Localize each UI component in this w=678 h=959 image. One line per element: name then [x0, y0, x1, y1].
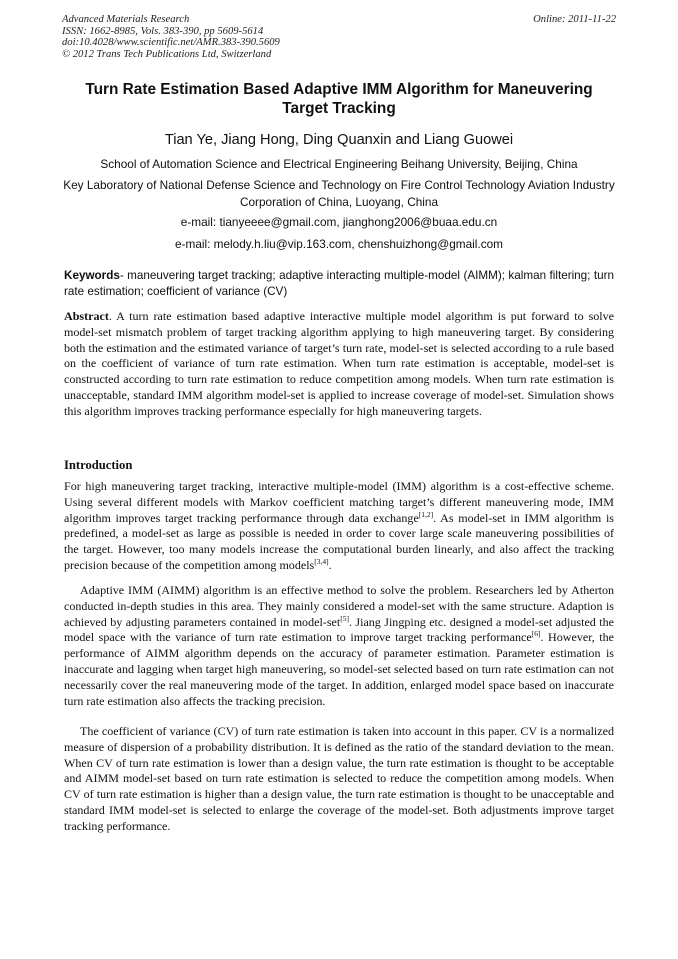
journal-header [62, 14, 616, 60]
intro-paragraph-1 [64, 479, 614, 574]
keywords-text: - maneuvering target tracking; adaptive interacting multiple-model (AIMM); kalman filtering; turn rate estimation; coefficient of variance (CV) [64, 269, 614, 298]
issn-line: ISSN: 1662-8985, Vols. 383-390, pp 5609-5614 [62, 25, 264, 37]
section-heading-introduction: Introduction [64, 458, 133, 472]
intro-p1-text-a: For high maneuvering target tracking, interactive multiple-model (IMM) algorithm is a cost-effective scheme. Using several different models with Markov coefficient matching target’s different maneuvering mode, IMM algorithm improves target tracking performance through data exchange [64, 479, 614, 525]
citation-ref: [5] [340, 613, 349, 623]
keywords [64, 268, 614, 299]
abstract [64, 309, 614, 420]
abstract-label: Abstract [64, 309, 109, 323]
intro-p2-text-c: . However, the performance of AIMM algorithm depends on the accuracy of parameter estimation. Parameter estimation is inaccurate and lagging when target high maneuvering, so model-set selected based on turn rate estimation can not necessarily cover the real maneuvering mode of the target. In addition, enlarged model space based on inaccurate turn rate estimation also affects the tracking precision. [64, 630, 615, 708]
intro-p2-text-b: . Jiang Jingping etc. designed a model-set adjusted the model space with the variance of turn rate estimation to improve target tracking performance [64, 614, 614, 645]
copyright-line: © 2012 Trans Tech Publications Ltd, Switzerland [62, 48, 272, 60]
citation-ref: [3,4] [314, 556, 329, 566]
online-date: Online: 2011-11-22 [533, 14, 616, 25]
author-list: Tian Ye, Jiang Hong, Ding Quanxin and Liang Guowei [164, 132, 514, 148]
doi-line: doi:10.4028/www.scientific.net/AMR.383-390.5609 [62, 37, 280, 49]
affiliation-2: Key Laboratory of National Defense Science and Technology on Fire Control Technology Aviation Industry Corporation of China, Luoyang, China [63, 178, 615, 209]
abstract-text: . A turn rate estimation based adaptive interactive multiple model algorithm is put forward to solve model-set mismatch problem of target tracking algorithm applying to high maneuvering target. By considering both the estimation and the estimated variance of target’s turn rate, model-set is selected according to a rule based on the coefficient of variance of turn rate estimation. When turn rate estimation is acceptable, model-set is constructed according to turn rate estimation to reduce competition among models. When turn rate estimation is unacceptable, standard IMM algorithm model-set is applied to increase coverage of model-set. Simulation shows this algorithm improves tracking performance especially for high maneuvering targets. [64, 309, 614, 418]
email-line-2: e-mail: melody.h.liu@vip.163.com, chenshuizhong@gmail.com [175, 237, 503, 251]
paper-title: Turn Rate Estimation Based Adaptive IMM Algorithm for Maneuvering Target Tracking [85, 81, 593, 117]
citation-ref: [1,2] [418, 509, 434, 519]
intro-p1-text-b: . As model-set in IMM algorithm is predefined, a model-set as large as possible is needed in order to cover large scale maneuvering possibilities of the target. However, too many models increase the computational burden linearly, and also affect the tracking precision because of the competition among models [64, 510, 614, 572]
citation-ref: [6] [531, 629, 541, 639]
intro-paragraph-2 [64, 583, 614, 709]
intro-paragraph-3: The coefficient of variance (CV) of turn rate estimation is taken into account in this paper. CV is a normalized measure of dispersion of a probability distribution. It is defined as the ratio of the standard deviation to the mean. When CV of turn rate estimation is lower than a design value, the turn rate estimation is thought to be acceptable and AIMM model-set based on turn rate estimation is selected to reduce the competition among models. When CV of turn rate estimation is higher than a design value, the turn rate estimation is thought to be unacceptable and standard IMM model-set is selected to enlarge the coverage of the model-set. Both adjustments improve target tracking performance. [64, 724, 614, 833]
journal-name: Advanced Materials Research [62, 14, 190, 25]
keywords-label: Keywords [64, 269, 120, 282]
intro-p2-text-a: Adaptive IMM (AIMM) algorithm is an effective method to solve the problem. Researchers led by Atherton conducted in-depth studies in this area. They mainly considered a model-set with the same structure. Adaption is achieved by adjusting parameters contained in model-set [64, 583, 614, 629]
intro-p1-text-c: . [328, 557, 332, 572]
email-line-1: e-mail: tianyeeee@gmail.com, jianghong2006@buaa.edu.cn [180, 215, 498, 229]
affiliation-1: School of Automation Science and Electrical Engineering Beihang University, Beijing, China [100, 157, 578, 171]
